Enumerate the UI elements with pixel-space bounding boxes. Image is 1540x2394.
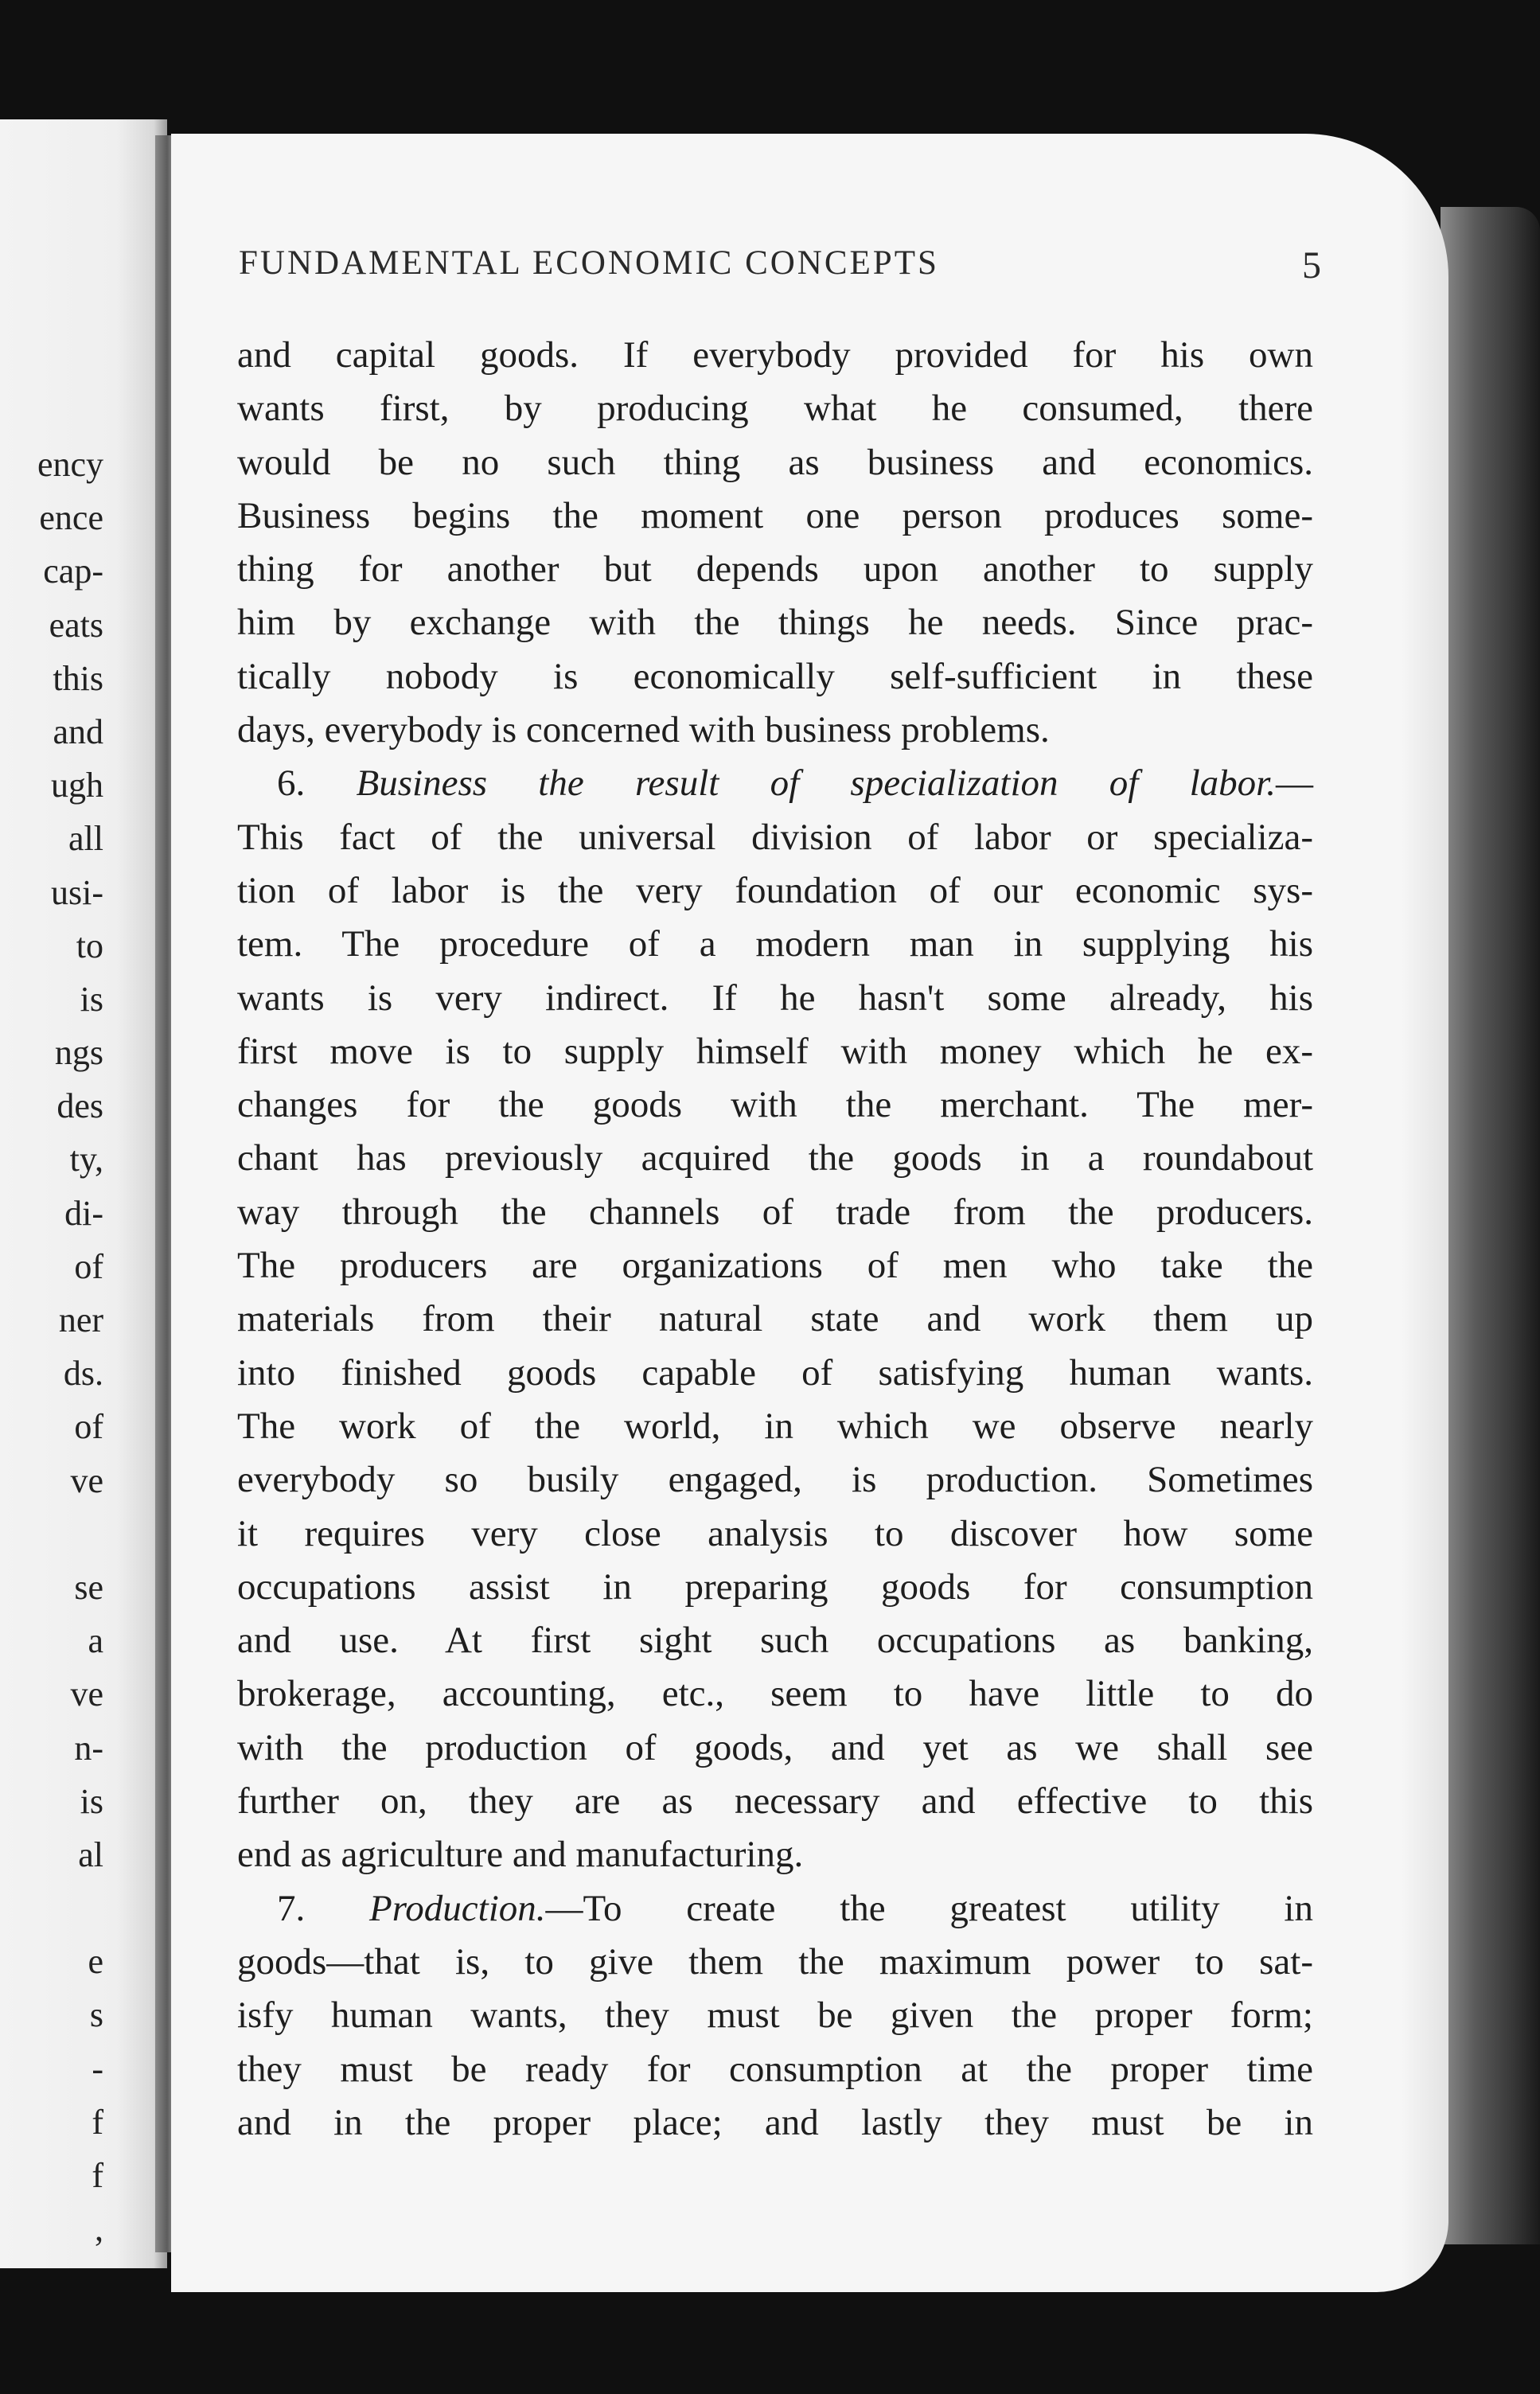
left-page-fragment: n- bbox=[74, 1728, 103, 1768]
text-line: occupations assist in preparing goods for consumption bbox=[237, 1565, 1313, 1608]
text-line: wants first, by producing what he consumed, there bbox=[237, 388, 1313, 430]
left-page-fragment bbox=[0, 1507, 103, 1561]
text-line: isfy human wants, they must be given the proper form; bbox=[237, 1994, 1313, 2037]
text-line: end as agriculture and manufacturing. bbox=[237, 1834, 804, 1876]
text-line: further on, they are as necessary and effective to this bbox=[237, 1780, 1313, 1823]
text-line: they must be ready for consumption at the proper time bbox=[237, 2048, 1313, 2090]
left-page-fragment: di- bbox=[64, 1193, 103, 1233]
page-block-edge bbox=[1441, 207, 1540, 2244]
running-head-title: FUNDAMENTAL ECONOMIC CONCEPTS bbox=[239, 244, 939, 282]
text-line: chant has previously acquired the goods in a roundabout bbox=[237, 1137, 1313, 1179]
left-page-fragment: a bbox=[88, 1621, 103, 1661]
left-page-fragment: al bbox=[78, 1834, 103, 1874]
left-page-fragment: is bbox=[80, 1781, 103, 1821]
section-heading: Production. bbox=[369, 1887, 546, 1929]
left-page-fragment: , bbox=[95, 2209, 103, 2249]
left-page-fragment: s bbox=[89, 1995, 103, 2035]
left-page-fragment: ner bbox=[58, 1300, 103, 1339]
text-line: him by exchange with the things he needs. Since prac- bbox=[237, 602, 1313, 644]
text-line: This fact of the universal division of labor or specializa- bbox=[237, 816, 1313, 858]
text-line: and in the proper place; and lastly they must be in bbox=[237, 2101, 1313, 2143]
left-page-fragment: usi- bbox=[51, 872, 103, 912]
left-page-fragment: to bbox=[76, 926, 103, 965]
text-line: first move is to supply himself with money which he ex- bbox=[237, 1030, 1313, 1072]
page-number: 5 bbox=[1302, 244, 1321, 287]
section-heading-line bbox=[237, 757, 1313, 810]
text-line: The work of the world, in which we observe nearly bbox=[237, 1405, 1313, 1447]
left-page-fragment: f bbox=[92, 2156, 103, 2195]
section-heading-line bbox=[237, 1882, 1313, 1936]
text-line: and capital goods. If everybody provided for his own bbox=[237, 334, 1313, 376]
text-line: tem. The procedure of a modern man in supplying his bbox=[237, 923, 1313, 965]
section-heading: Business the result of specialization of labor. bbox=[356, 762, 1276, 805]
left-page-fragment: des bbox=[57, 1086, 103, 1126]
text-line: tion of labor is the very foundation of our economic sys- bbox=[237, 869, 1313, 911]
left-page-fragment: of bbox=[74, 1246, 103, 1286]
text-line: materials from their natural state and work them up bbox=[237, 1298, 1313, 1340]
text-line: way through the channels of trade from the producers. bbox=[237, 1191, 1313, 1233]
left-page-fragment: f bbox=[92, 2102, 103, 2142]
section-number: 7. bbox=[277, 1887, 306, 1929]
left-page-fragment: - bbox=[92, 2049, 103, 2088]
text-line: wants is very indirect. If he hasn't some already, his bbox=[237, 977, 1313, 1019]
paragraph-continued bbox=[237, 329, 1313, 757]
left-page-fragment: se bbox=[74, 1567, 103, 1607]
left-page-fragment: ds. bbox=[63, 1354, 103, 1394]
page-body bbox=[237, 329, 1313, 2150]
text-line: into finished goods capable of satisfying human wants. bbox=[237, 1351, 1313, 1394]
text-line: would be no such thing as business and economics. bbox=[237, 441, 1313, 483]
left-page-text bbox=[0, 438, 103, 2256]
text-line: everybody so busily engaged, is production. Sometimes bbox=[237, 1459, 1313, 1501]
left-page-fragment: ugh bbox=[51, 766, 103, 805]
left-page-edge bbox=[0, 119, 167, 2268]
left-page-fragment: ve bbox=[70, 1675, 103, 1714]
text-line: thing for another but depends upon another to supply bbox=[237, 548, 1313, 591]
left-page-fragment: and bbox=[53, 712, 103, 751]
text-line: it requires very close analysis to discover how some bbox=[237, 1512, 1313, 1554]
text-line: and use. At first sight such occupations as banking, bbox=[237, 1620, 1313, 1662]
left-page-fragment: ency bbox=[37, 445, 103, 484]
left-page-fragment: is bbox=[80, 979, 103, 1019]
left-page-fragment: this bbox=[53, 658, 103, 698]
left-page-fragment bbox=[0, 1881, 103, 1935]
left-page-fragment: ence bbox=[39, 498, 103, 538]
em-dash: — bbox=[1276, 762, 1313, 805]
left-page-fragment: e bbox=[88, 1942, 103, 1982]
text-line: with the production of goods, and yet as we shall see bbox=[237, 1726, 1313, 1768]
text-line: brokerage, accounting, etc., seem to have little to do bbox=[237, 1673, 1313, 1715]
text-line: days, everybody is concerned with business problems. bbox=[237, 709, 1050, 751]
text-line: goods—that is, to give them the maximum power to sat- bbox=[237, 1940, 1313, 1983]
section-first-line: —To create the greatest utility in bbox=[545, 1887, 1313, 1929]
text-line: The producers are organizations of men who take the bbox=[237, 1245, 1313, 1287]
text-line: changes for the goods with the merchant. The mer- bbox=[237, 1084, 1313, 1126]
text-line: tically nobody is economically self-sufficient in these bbox=[237, 655, 1313, 697]
left-page-fragment: eats bbox=[49, 605, 103, 645]
left-page-fragment: all bbox=[68, 819, 103, 859]
left-page-fragment: ngs bbox=[54, 1033, 103, 1073]
left-page-fragment: cap- bbox=[43, 552, 103, 591]
left-page-fragment: ve bbox=[70, 1460, 103, 1500]
section-6 bbox=[237, 757, 1313, 1881]
text-line: Business begins the moment one person produces some- bbox=[237, 494, 1313, 536]
section-7 bbox=[237, 1882, 1313, 2150]
left-page-fragment: ty, bbox=[69, 1140, 103, 1179]
left-page-fragment: of bbox=[74, 1407, 103, 1447]
section-number: 6. bbox=[277, 762, 306, 805]
running-header bbox=[239, 244, 1321, 287]
